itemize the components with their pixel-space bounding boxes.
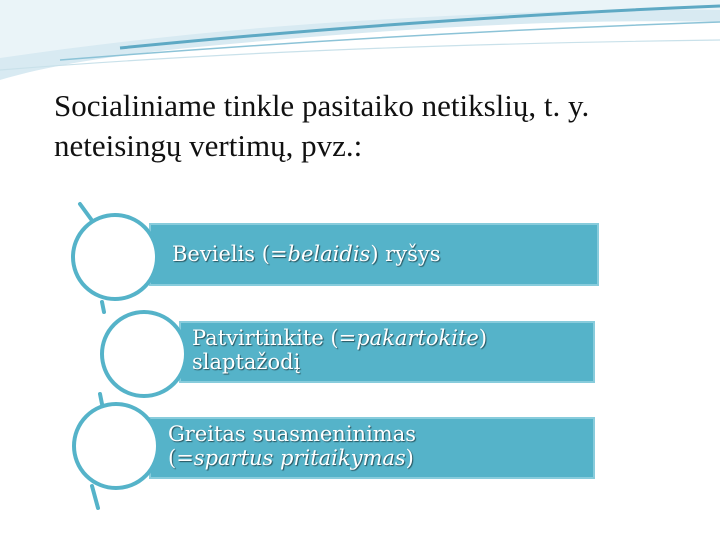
item-2-line-1	[192, 326, 487, 350]
item-1-text-after: ) ryšys	[370, 242, 441, 266]
item-1-circle	[73, 215, 157, 299]
item-3-text	[168, 422, 416, 470]
item-2-circle	[102, 312, 186, 396]
item-2-text-after: )	[478, 326, 488, 350]
slide-title: Socialiniame tinkle pasitaiko netikslių, t. y. neteisingų vertimų, pvz.:	[54, 88, 590, 163]
item-3-circle	[74, 404, 158, 488]
item-3-text-italic: spartus pritaikymas	[193, 446, 406, 470]
item-2-text-italic: pakartokite	[356, 326, 479, 350]
item-2-text	[192, 326, 487, 374]
item-2-text-before: Patvirtinkite (=	[192, 326, 357, 350]
item-3-line-1: Greitas suasmeninimas	[168, 422, 417, 446]
item-1-text	[172, 242, 441, 266]
item-3-text-before: (=	[168, 446, 194, 470]
item-1-text-before: Bevielis (=	[172, 242, 288, 266]
item-2-line-2: slaptažodį	[192, 350, 301, 374]
item-3-text-after: )	[405, 446, 414, 470]
item-3-line-2	[168, 446, 416, 470]
item-1-text-italic: belaidis	[287, 242, 371, 266]
